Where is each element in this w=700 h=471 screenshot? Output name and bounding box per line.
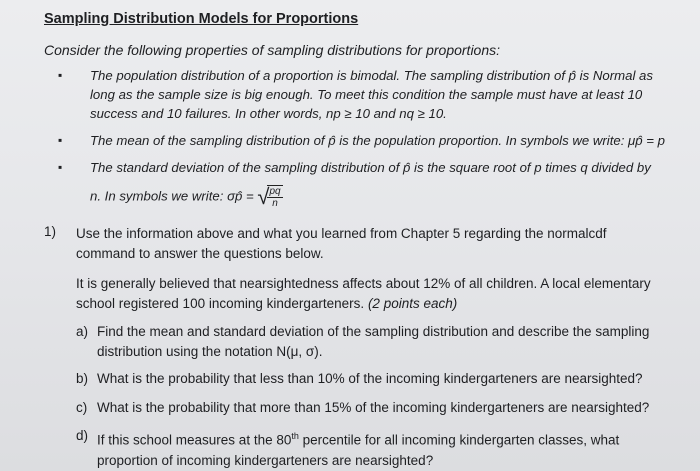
part-text: Find the mean and standard deviation of the sampling distribution and describe the sampling distribution using the notation N(μ, σ). (97, 324, 650, 359)
question-number: 1) (44, 224, 57, 239)
part-text-after: percentile for all incoming kindergarten classes, what proportion of incoming kindergarteners are nearsighted? (97, 432, 620, 468)
property-text: The population distribution of a proportion is bimodal. The sampling distribution of p̂ is Normal as long as the sample size is big enough. To meet this condition the sample must have at least 10 success and 10 failures. In other words, np ≥ 10 and nq ≥ 10. (90, 68, 653, 121)
formula-lhs: σp̂ = (227, 188, 254, 204)
question-instructions: Use the information above and what you learned from Chapter 5 regarding the normalcdf command to answer the questions below. (76, 226, 607, 261)
bullet-icon: ▪ (58, 160, 63, 174)
ordinal-suffix: th (291, 431, 299, 441)
sd-formula-line (90, 185, 283, 209)
part-text: What is the probability that more than 15% of the incoming kindergarteners are nearsighted? (97, 400, 650, 415)
question-scenario (76, 274, 666, 314)
scenario-text: It is generally believed that nearsightedness affects about 12% of all children. A local elementary school registered 100 incoming kindergarteners. (76, 276, 651, 311)
list-item (58, 131, 665, 150)
list-item (58, 158, 665, 209)
sqrt-icon: √ (257, 184, 270, 209)
page-title: Sampling Distribution Models for Proportions (44, 11, 359, 27)
list-item (58, 66, 665, 123)
sqrt-radicand (267, 185, 282, 209)
fraction-numerator: pq (269, 186, 281, 197)
part-letter: b) (76, 371, 89, 386)
bullet-icon: ▪ (58, 68, 63, 82)
part-letter: a) (76, 324, 89, 339)
fraction (267, 186, 282, 209)
part-letter: d) (76, 428, 89, 443)
bullet-icon: ▪ (58, 133, 63, 147)
part-text: What is the probability that less than 10% of the incoming kindergarteners are nearsighted? (97, 371, 643, 386)
part-letter: c) (76, 400, 88, 415)
intro-text: Consider the following properties of sampling distributions for proportions: (44, 42, 501, 58)
part-text-before: If this school measures at the 80 (97, 432, 292, 448)
points-note: (2 points each) (367, 296, 458, 311)
part-text (97, 426, 667, 471)
property-text: The standard deviation of the sampling distribution of p̂ is the square root of p times q divided by (90, 160, 651, 175)
fraction-denominator: n (272, 198, 278, 209)
formula-prefix: n. In symbols we write: (90, 188, 224, 204)
property-text: The mean of the sampling distribution of p̂ is the population proportion. In symbols we write: μp̂ = p (90, 133, 665, 148)
